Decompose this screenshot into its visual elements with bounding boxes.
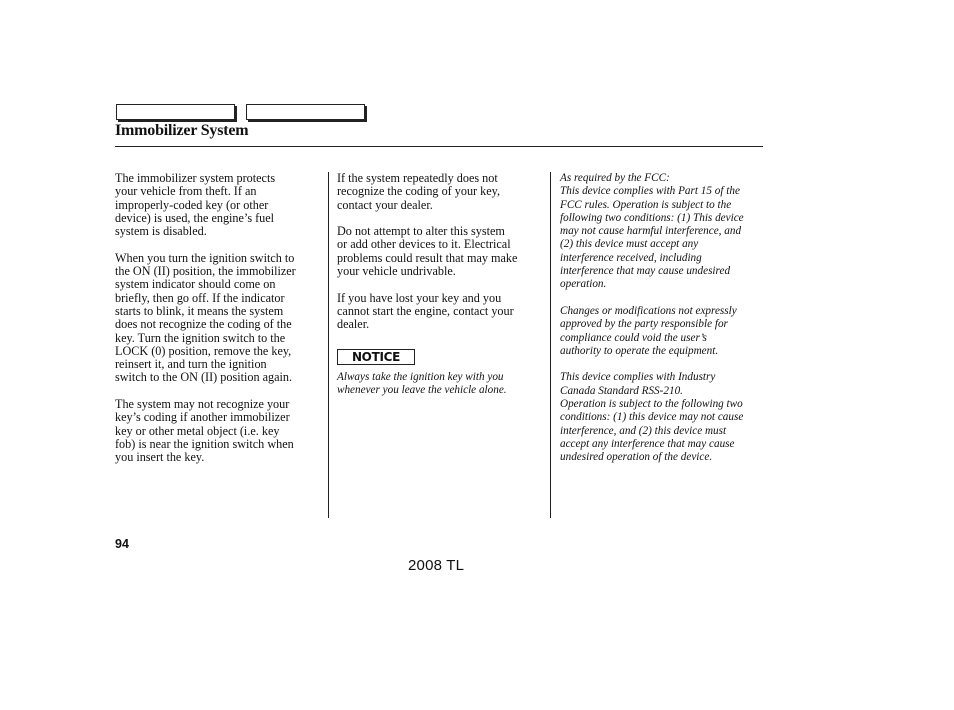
column-3: [560, 172, 765, 478]
paragraph: Do not attempt to alter this system or add other devices to it. Electrical problems could result that may make your vehicle undrivable.: [337, 224, 518, 279]
nav-tab-box-2[interactable]: [246, 104, 365, 120]
title-divider: [115, 146, 763, 147]
paragraph: Changes or modifications not expressly approved by the party responsible for compliance could void the user’s authority to operate the equipment.: [560, 304, 737, 357]
column-divider-1: [328, 172, 329, 518]
column-divider-2: [550, 172, 551, 518]
paragraph: As required by the FCC: This device complies with Part 15 of the FCC rules. Operation is subject to the following two conditions: (1) This device may not cause harmful interference, and (2) this device must accept any interference received, including interference that may cause undesired operation.: [560, 172, 744, 291]
column-2: [337, 172, 545, 411]
page-number: 94: [115, 537, 129, 551]
paragraph: The system may not recognize your key’s coding if another immobilizer key or other metal object (i.e. key fob) is near the ignition switch when you insert the key.: [115, 397, 294, 465]
nav-tab-box-1[interactable]: [116, 104, 235, 120]
paragraph: If the system repeatedly does not recognize the coding of your key, contact your dealer.: [337, 171, 501, 212]
notice-label: NOTICE: [337, 349, 415, 365]
column-1: [115, 172, 323, 478]
notice-text: Always take the ignition key with you whenever you leave the vehicle alone.: [337, 370, 507, 397]
paragraph: This device complies with Industry Canada Standard RSS-210. Operation is subject to the following two conditions: (1) this device may not cause interference, and (2) this device must accept any interference that may cause undesired operation of the device.: [560, 371, 744, 464]
paragraph: The immobilizer system protects your vehicle from theft. If an improperly-coded key (or other device) is used, the engine’s fuel system is disabled.: [115, 171, 276, 239]
paragraph: When you turn the ignition switch to the ON (II) position, the immobilizer system indicator should come on briefly, then go off. If the indicator starts to blink, it means the system does not recognize the coding of the key. Turn the ignition switch to the LOCK (0) position, remove the key, reinsert it, and turn the ignition switch to the ON (II) position again.: [115, 250, 296, 385]
paragraph: If you have lost your key and you cannot start the engine, contact your dealer.: [337, 290, 514, 332]
page-title: Immobilizer System: [115, 122, 249, 139]
footer-model: 2008 TL: [408, 557, 465, 574]
